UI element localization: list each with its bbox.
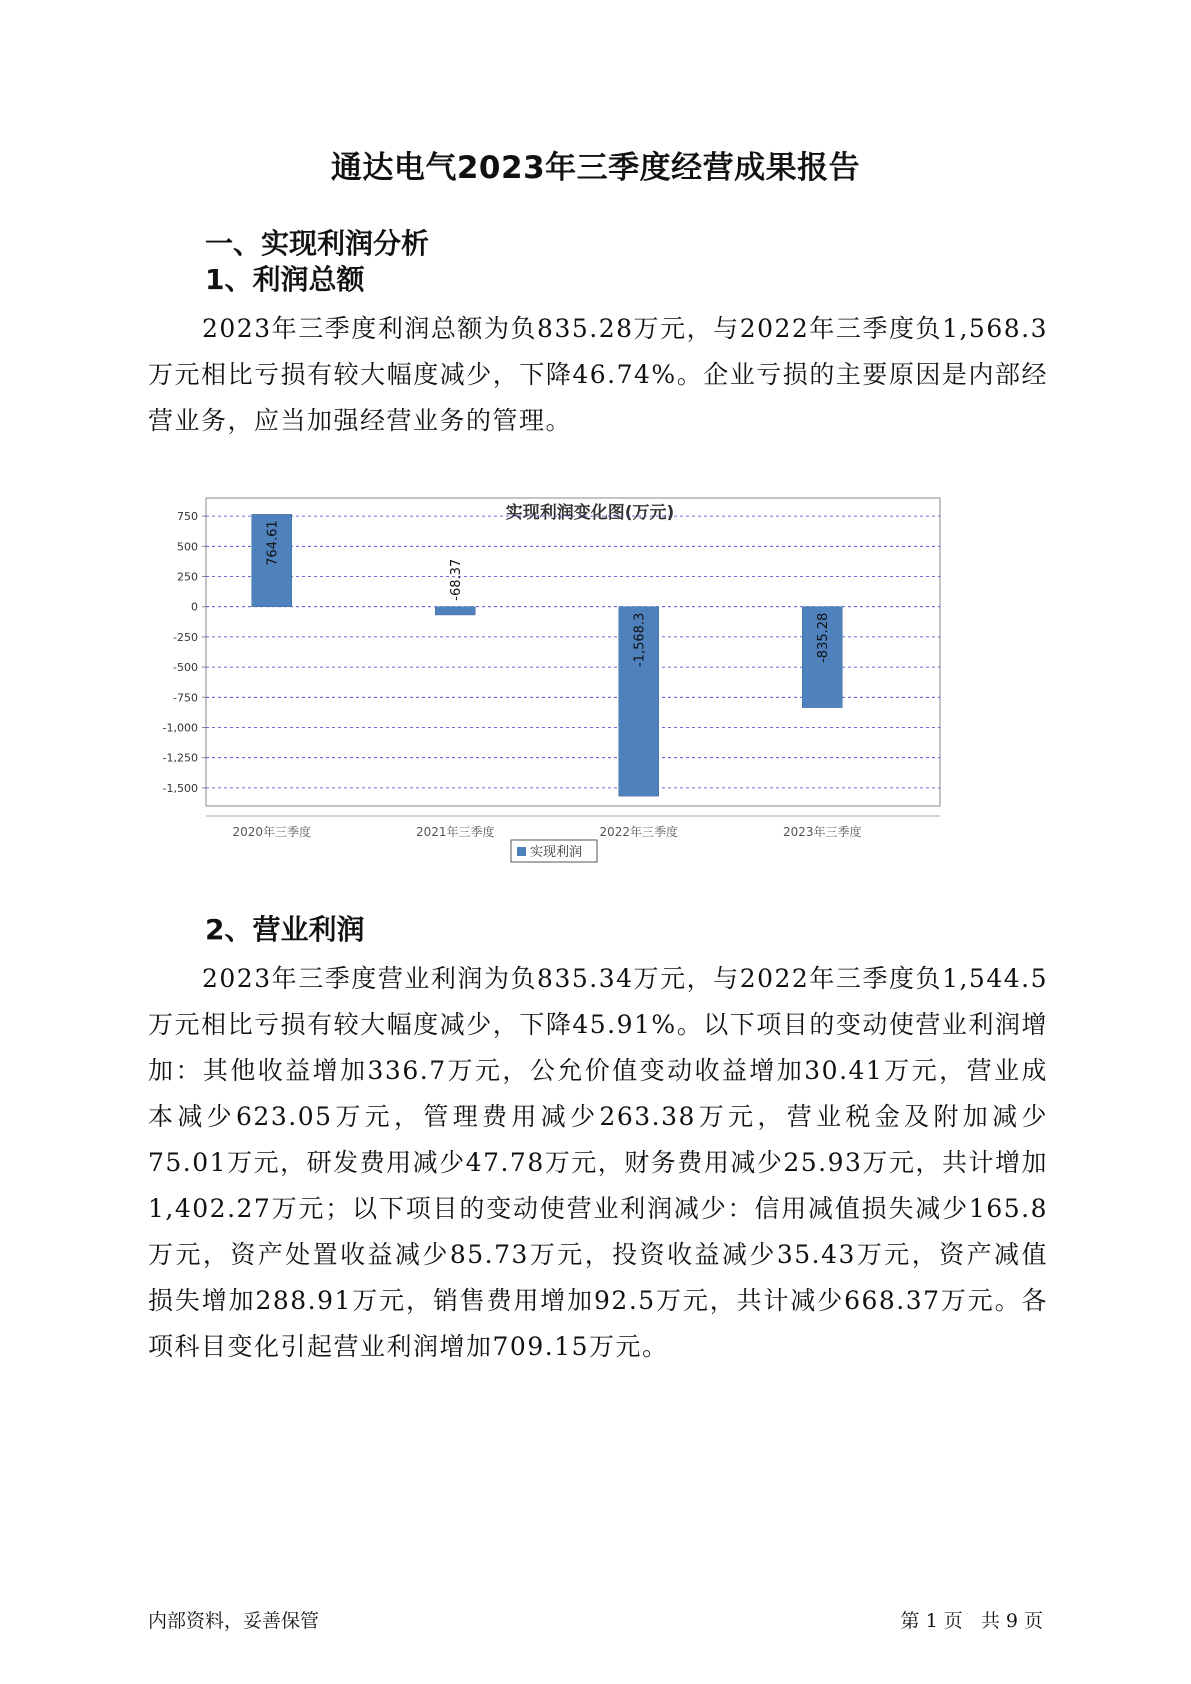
x-tick-label: 2021年三季度	[415, 825, 495, 839]
y-tick-label: -500	[173, 661, 198, 675]
footer-confidential-note: 内部资料，妥善保管	[148, 1610, 320, 1632]
y-tick-label: 0	[191, 600, 198, 614]
bar-data-label: 764.61	[265, 520, 281, 566]
footer-page-number: 第 1 页 共 9 页	[900, 1610, 1043, 1632]
x-tick-label: 2023年三季度	[782, 825, 862, 839]
total-profit-paragraph: 2023年三季度利润总额为负835.28万元，与2022年三季度负1,568.3万元相比亏损有较大幅度减少，下降46.74%。企业亏损的主要原因是内部经营业务，应当加强经营业务的管理。	[148, 314, 1048, 435]
section-heading-profit-analysis: 一、实现利润分析	[205, 227, 430, 260]
operating-profit-paragraph: 2023年三季度营业利润为负835.34万元，与2022年三季度负1,544.5万元相比亏损有较大幅度减少，下降45.91%。以下项目的变动使营业利润增加：其他收益增加336.7万元，公允价值变动收益增加30.41万元，营业成本减少623.05万元，管理费用减少263.38万元，营业税金及附加减少75.01万元，研发费用减少47.78万元，财务费用减少25.93万元，共计增加1,402.27万元；以下项目的变动使营业利润减少：信用减值损失减少165.8万元，资产处置收益减少85.73万元，投资收益减少35.43万元，资产减值损失增加288.91万元，销售费用增加92.5万元，共计减少668.37万元。各项科目变化引起营业利润增加709.15万元。	[148, 964, 1048, 1361]
report-title: 通达电气2023年三季度经营成果报告	[330, 150, 861, 186]
y-tick-label: 250	[177, 570, 198, 584]
x-tick-label: 2020年三季度	[232, 825, 312, 839]
y-tick-label: -750	[173, 691, 198, 705]
bar-data-label: -1,568.3	[632, 612, 648, 668]
bar-data-label: -68.37	[449, 558, 465, 601]
legend-label: 实现利润	[530, 845, 583, 860]
y-tick-label: 750	[177, 510, 198, 524]
bar	[435, 607, 475, 615]
y-tick-label: -1,250	[162, 751, 198, 765]
legend-swatch	[517, 847, 526, 856]
y-tick-label: -1,500	[162, 781, 198, 795]
y-tick-label: 500	[177, 540, 198, 554]
y-tick-label: -1,000	[162, 721, 198, 735]
subsection-heading-total-profit: 1、利润总额	[205, 263, 365, 296]
x-tick-label: 2022年三季度	[599, 825, 679, 839]
profit-bar-chart	[150, 490, 1030, 950]
subsection-heading-operating-profit: 2、营业利润	[205, 913, 365, 946]
y-tick-label: -250	[173, 630, 198, 644]
profit-chart	[150, 490, 1030, 950]
bar-data-label: -835.28	[816, 612, 832, 663]
chart-title: 实现利润变化图(万元)	[505, 503, 675, 523]
